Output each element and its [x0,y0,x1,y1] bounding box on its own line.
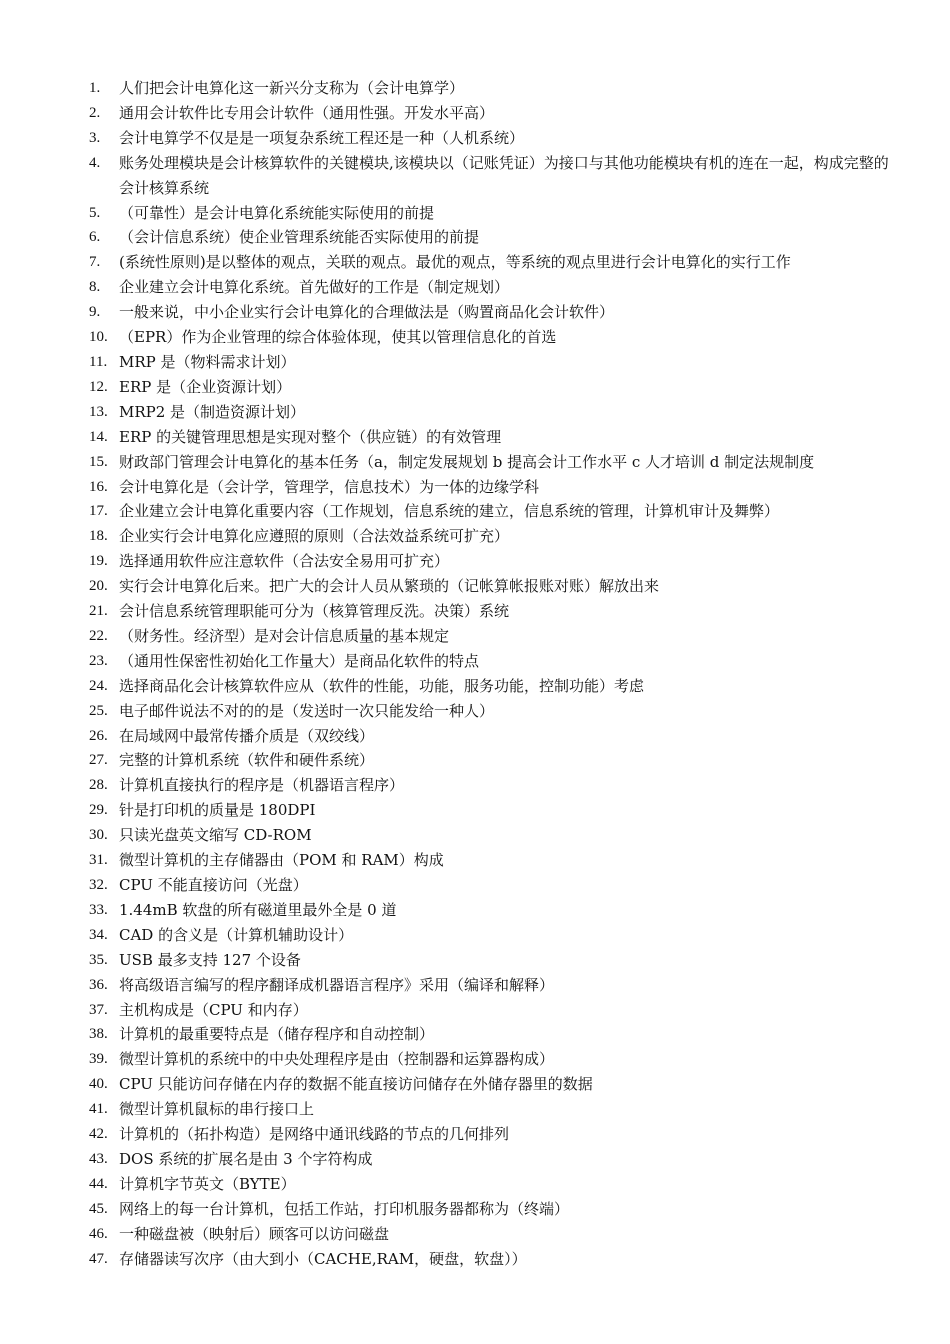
list-item [89,76,899,101]
item-number: 9. [89,304,101,321]
item-number: 5. [89,204,101,221]
list-item [89,1197,899,1222]
item-text: （通用性保密性初始化工作量大）是商品化软件的特点 [119,651,480,670]
item-text: 人们把会计电算化这一新兴分支称为（会计电算学） [119,79,465,97]
item-number: 15. [89,453,108,470]
list-item [89,400,899,425]
item-text: CPU 不能直接访问（光盘） [119,876,308,894]
item-text: 主机构成是（CPU 和内存） [119,1000,308,1019]
item-text: CPU 只能访问存储在内存的数据不能直接访问储存在外储存器里的数据 [119,1075,593,1094]
item-text: CAD 的含义是（计算机辅助设计） [119,925,354,944]
item-number: 34. [89,926,108,943]
item-number: 20. [89,578,108,595]
item-number: 29. [89,802,108,819]
list-item [89,898,899,923]
list-item [89,499,899,524]
item-number: 23. [89,652,108,669]
list-item [89,1222,899,1247]
item-number: 43. [89,1150,108,1167]
item-text: 微型计算机的系统中的中央处理程序是由（控制器和运算器构成） [119,1050,555,1069]
item-number: 10. [89,329,108,346]
list-item [89,873,899,898]
list-item [89,151,899,201]
item-number: 33. [89,901,108,918]
item-number: 17. [89,503,108,520]
item-text: USB 最多支持 127 个设备 [119,950,301,969]
item-number: 3. [89,129,101,146]
item-text: 企业建立会计电算化系统。首先做好的工作是（制定规划） [119,278,510,297]
item-number: 2. [89,104,101,121]
item-text: 财政部门管理会计电算化的基本任务（a，制定发展规划 b 提高会计工作水平 c 人才培训 d 制定法规制度 [119,452,815,471]
item-text: 计算机直接执行的程序是（机器语言程序） [119,776,405,795]
list-item [89,998,899,1023]
item-text: MRP2 是（制造资源计划） [119,402,306,421]
list-item [89,1247,899,1272]
item-text: 会计信息系统管理职能可分为（核算管理反洗。决策）系统 [119,602,510,621]
list-item [89,1097,899,1122]
list-item [89,275,899,300]
item-number: 40. [89,1076,108,1093]
item-text: 只读光盘英文缩写 CD-ROM [119,826,312,845]
item-text: 存储器读写次序（由大到小（CACHE,RAM，硬盘，软盘）） [119,1249,527,1268]
list-item [89,724,899,749]
item-number: 7. [89,254,101,271]
item-number: 8. [89,279,101,296]
list-item [89,624,899,649]
item-text: （财务性。经济型）是对会计信息质量的基本规定 [119,626,450,645]
item-number: 19. [89,553,108,570]
list-item [89,1047,899,1072]
item-number: 37. [89,1001,108,1018]
item-number: 25. [89,702,108,719]
item-number: 4. [89,154,101,171]
list-item [89,250,899,275]
item-number: 13. [89,403,108,420]
list-item [89,649,899,674]
item-text: （可靠性）是会计电算化系统能实际使用的前提 [119,203,435,222]
item-text: 企业实行会计电算化应遵照的原则（合法效益系统可扩充） [119,527,510,546]
list-item [89,848,899,873]
item-text: 账务处理模块是会计核算软件的关键模块,该模块以（记账凭证）为接口与其他功能模块有机的连在一起，构成完整的会计核算系统 [119,153,889,197]
list-item [89,773,899,798]
list-item [89,599,899,624]
item-number: 12. [89,378,108,395]
item-text: 微型计算机的主存储器由（POM 和 RAM）构成 [119,851,444,870]
item-number: 42. [89,1126,108,1143]
item-number: 21. [89,603,108,620]
list-item [89,325,899,350]
item-text: 计算机的最重要特点是（储存程序和自动控制） [119,1025,435,1044]
list-item [89,1172,899,1197]
item-number: 1. [89,80,101,96]
list-item [89,375,899,400]
list-item [89,574,899,599]
list-item [89,524,899,549]
list-item [89,1022,899,1047]
list-item [89,674,899,699]
item-text: DOS 系统的扩展名是由 3 个字符构成 [119,1149,373,1168]
list-item [89,475,899,500]
item-number: 18. [89,528,108,545]
item-number: 35. [89,951,108,968]
item-text: 实行会计电算化后来。把广大的会计人员从繁琐的（记帐算帐报账对账）解放出来 [119,577,660,596]
list-item [89,126,899,151]
item-text: 企业建立会计电算化重要内容（工作规划，信息系统的建立，信息系统的管理，计算机审计及舞弊） [119,502,780,521]
item-number: 32. [89,877,108,893]
list-item [89,201,899,226]
item-text: (系统性原则)是以整体的观点，关联的观点。最优的观点，等系统的观点里进行会计电算化的实行工作 [119,253,791,272]
list-item [89,748,899,773]
list-item [89,549,899,574]
list-item [89,1072,899,1097]
item-number: 38. [89,1026,108,1043]
list-item [89,450,899,475]
item-text: 在局域网中最常传播介质是（双绞线） [119,726,375,745]
list-item [89,823,899,848]
item-text: ERP 是（企业资源计划） [119,377,292,396]
item-number: 39. [89,1051,108,1068]
item-number: 26. [89,727,108,744]
list-item [89,300,899,325]
item-number: 24. [89,677,108,694]
item-number: 6. [89,229,101,246]
item-text: 选择通用软件应注意软件（合法安全易用可扩充） [119,552,450,571]
list-item [89,948,899,973]
item-text: MRP 是（物料需求计划） [119,352,296,371]
numbered-list [89,76,899,1272]
item-text: 通用会计软件比专用会计软件（通用性强。开发水平高） [119,103,495,122]
item-number: 47. [89,1250,108,1267]
item-number: 31. [89,852,108,869]
item-text: 一般来说，中小企业实行会计电算化的合理做法是（购置商品化会计软件） [119,303,615,322]
item-text: 网络上的每一台计算机，包括工作站，打印机服务器都称为（终端） [119,1199,570,1218]
item-text: 会计电算学不仅是是一项复杂系统工程还是一种（人机系统） [119,128,525,147]
list-item [89,699,899,724]
item-text: 微型计算机鼠标的串行接口上 [119,1100,315,1119]
item-text: 会计电算化是（会计学，管理学，信息技术）为一体的边缘学科 [119,477,540,496]
item-number: 36. [89,976,108,993]
list-item [89,1122,899,1147]
item-number: 28. [89,777,108,794]
item-text: （会计信息系统）使企业管理系统能否实际使用的前提 [119,228,480,247]
item-number: 22. [89,627,108,644]
list-item [89,425,899,450]
item-number: 45. [89,1200,108,1217]
item-text: （EPR）作为企业管理的综合体验体现，使其以管理信息化的首选 [119,328,557,347]
item-number: 44. [89,1175,108,1192]
list-item [89,1147,899,1172]
item-text: ERP 的关键管理思想是实现对整个（供应链）的有效管理 [119,427,502,446]
item-number: 11. [89,353,108,370]
list-item [89,923,899,948]
list-item [89,350,899,375]
list-item [89,225,899,250]
list-item [89,798,899,823]
item-number: 41. [89,1101,108,1118]
item-number: 14. [89,428,108,445]
item-text: 完整的计算机系统（软件和硬件系统） [119,751,375,770]
item-text: 将高级语言编写的程序翻译成机器语言程序》采用（编译和解释） [119,975,555,994]
item-text: 计算机的（拓扑构造）是网络中通讯线路的节点的几何排列 [119,1125,510,1144]
list-item [89,101,899,126]
item-number: 16. [89,478,108,495]
list-item [89,973,899,998]
item-number: 46. [89,1225,108,1242]
item-number: 27. [89,752,108,769]
item-text: 1.44mB 软盘的所有磁道里最外全是 0 道 [119,900,397,919]
item-text: 计算机字节英文（BYTE） [119,1174,296,1193]
item-text: 电子邮件说法不对的的是（发送时一次只能发给一种人） [119,701,495,720]
item-text: 选择商品化会计核算软件应从（软件的性能，功能，服务功能，控制功能）考虑 [119,676,645,695]
item-text: 针是打印机的质量是 180DPI [119,801,316,820]
item-text: 一种磁盘被（映射后）顾客可以访问磁盘 [119,1224,390,1243]
item-number: 30. [89,827,108,844]
